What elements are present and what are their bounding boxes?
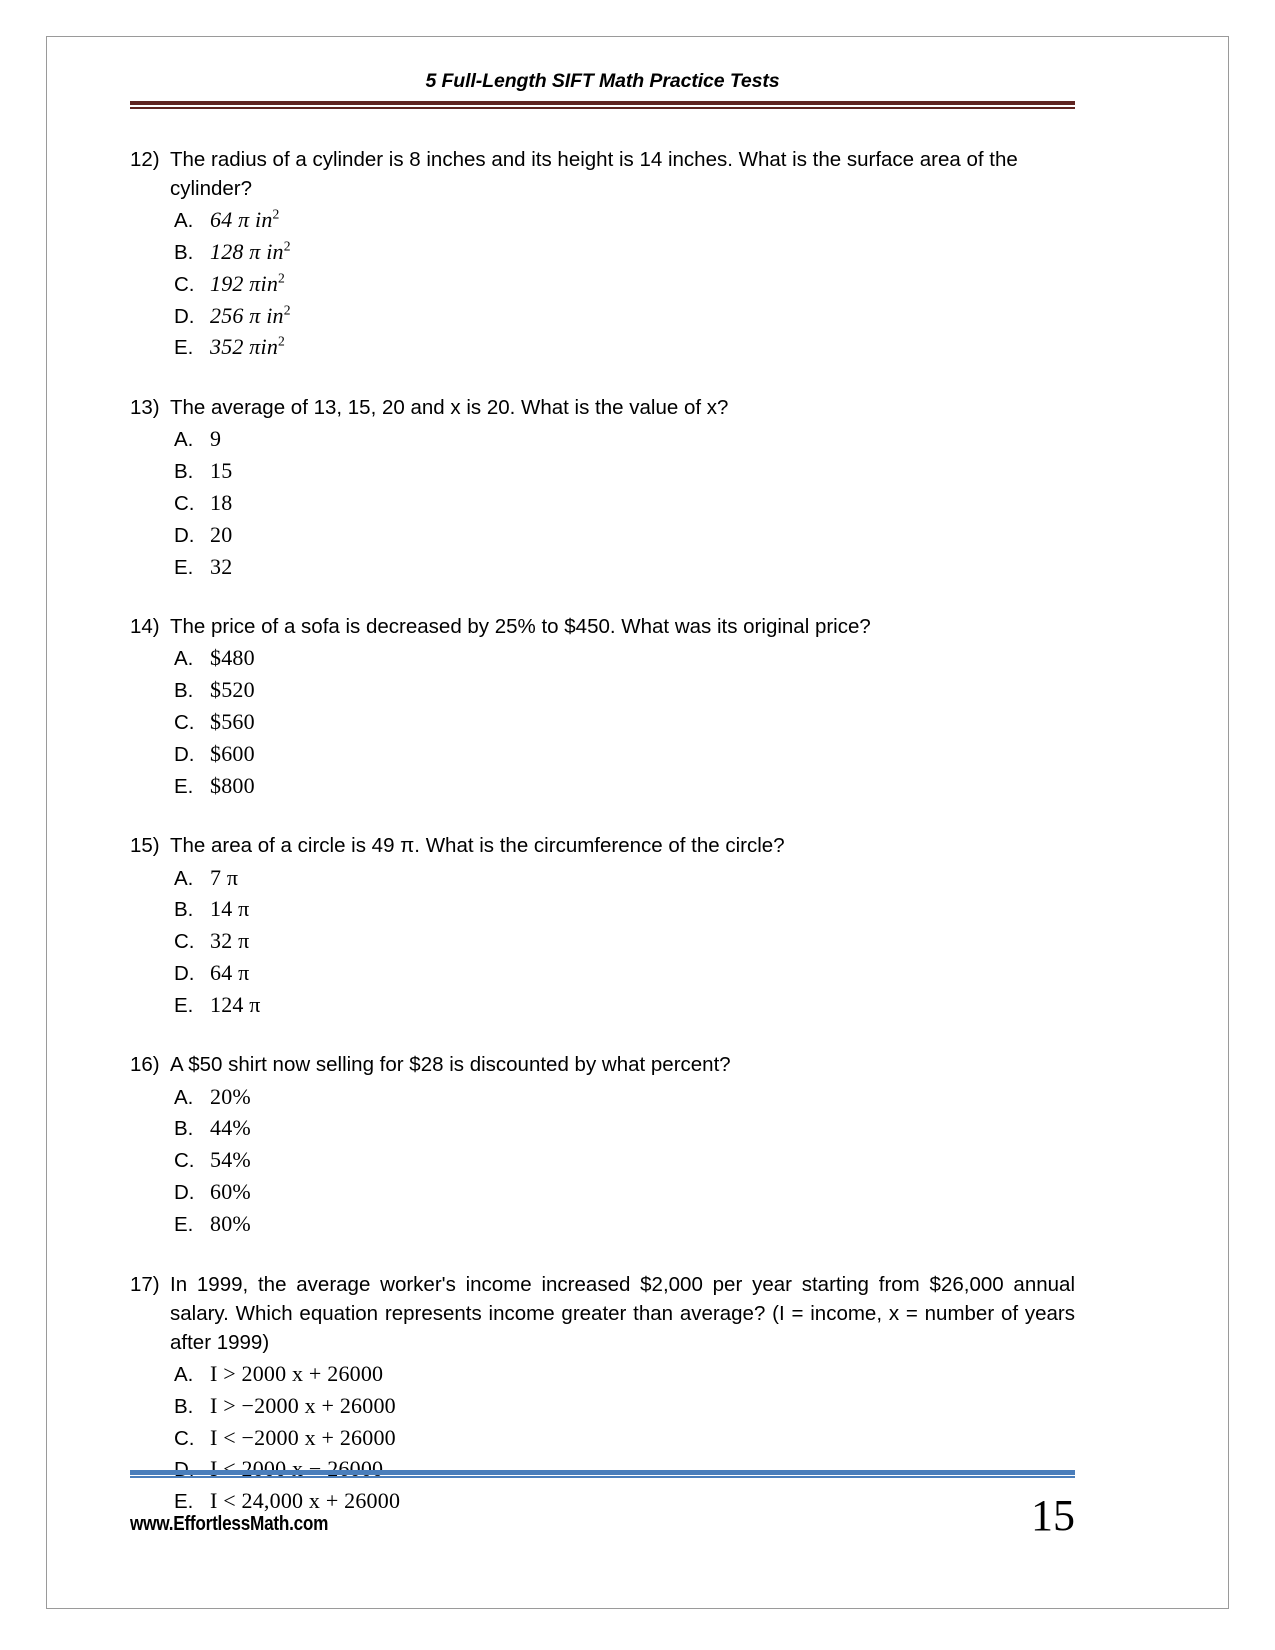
choice-d[interactable]	[174, 739, 1075, 770]
question-stem	[130, 1050, 1075, 1079]
choice-label: B.	[174, 1394, 194, 1418]
header-rule	[130, 101, 1075, 109]
choice-label: B.	[174, 1117, 194, 1141]
choice-a[interactable]	[174, 1359, 1075, 1390]
choice-label: A.	[174, 428, 194, 452]
choice-value: 7 π	[210, 864, 239, 890]
choice-b[interactable]	[174, 675, 1075, 706]
choice-label: A.	[174, 209, 194, 233]
choice-value: I > −2000 x + 26000	[210, 1392, 396, 1418]
choice-a[interactable]	[174, 1082, 1075, 1113]
page-footer	[130, 1470, 1075, 1540]
choice-value: 18	[210, 489, 233, 515]
choice-value: $600	[210, 740, 255, 766]
choice-value: 54%	[210, 1147, 251, 1173]
choice-value: 80%	[210, 1210, 251, 1236]
choice-label: D.	[174, 1180, 195, 1204]
question-text: In 1999, the average worker's income increased $2,000 per year starting from $26,000 annual salary. Which equation represents income greater than average? (I = income, x = number of years after 1999)	[170, 1272, 1075, 1354]
choice-value: I > 2000 x + 26000	[210, 1360, 384, 1386]
choice-label: E.	[174, 336, 194, 360]
question-stem	[130, 1270, 1075, 1357]
question-number: 15)	[130, 834, 160, 858]
answer-choices	[130, 643, 1075, 801]
choice-value: 192 πin	[210, 270, 279, 296]
choice-label: C.	[174, 711, 195, 734]
choice-value: 14 π	[210, 896, 250, 922]
question-text: A $50 shirt now selling for $28 is discounted by what percent?	[170, 1053, 731, 1077]
choice-value: 60%	[210, 1178, 251, 1204]
question-13	[130, 393, 1075, 582]
choice-label: D.	[174, 742, 195, 766]
choice-label: B.	[174, 241, 194, 265]
question-number: 14)	[130, 615, 160, 639]
question-text: The average of 13, 15, 20 and x is 20. What is the value of x?	[170, 396, 729, 420]
choice-value: 20	[210, 521, 233, 547]
choice-label: E.	[174, 993, 194, 1017]
choice-b[interactable]	[174, 1391, 1075, 1422]
choice-label: E.	[174, 1212, 194, 1236]
choice-label: D.	[174, 304, 195, 328]
choice-c[interactable]	[174, 707, 1075, 738]
choice-b[interactable]	[174, 894, 1075, 925]
footer-rule	[130, 1470, 1075, 1478]
question-number: 12)	[130, 148, 160, 171]
choice-value: 20%	[210, 1083, 251, 1109]
choice-d[interactable]	[174, 958, 1075, 989]
choice-a[interactable]	[174, 863, 1075, 894]
choice-exponent: 2	[283, 238, 291, 254]
choice-label: B.	[174, 679, 194, 703]
answer-choices	[130, 205, 1075, 363]
choice-d[interactable]	[174, 301, 1075, 332]
choice-b[interactable]	[174, 1113, 1075, 1144]
choice-exponent: 2	[283, 302, 291, 318]
running-header-title: 5 Full-Length SIFT Math Practice Tests	[425, 70, 780, 92]
choice-label: D.	[174, 1458, 195, 1482]
page-content	[130, 70, 1075, 1517]
choice-value: $800	[210, 772, 255, 798]
choice-c[interactable]	[174, 1423, 1075, 1454]
choice-value: $480	[210, 645, 255, 671]
question-stem	[130, 612, 1075, 641]
choice-c[interactable]	[174, 926, 1075, 957]
choice-label: E.	[174, 774, 194, 798]
choice-e[interactable]	[174, 552, 1075, 583]
choice-label: D.	[174, 523, 195, 547]
choice-label: E.	[174, 555, 194, 579]
choice-b[interactable]	[174, 237, 1075, 268]
question-12	[130, 145, 1075, 363]
choice-label: D.	[174, 961, 195, 985]
choice-value: 128 π in	[210, 239, 284, 265]
question-15	[130, 831, 1075, 1020]
choice-value: 64 π	[210, 959, 250, 985]
choice-label: B.	[174, 898, 194, 922]
choice-e[interactable]	[174, 990, 1075, 1021]
choice-label: A.	[174, 866, 194, 890]
choice-label: C.	[174, 930, 195, 954]
question-text: The price of a sofa is decreased by 25% to $450. What was its original price?	[170, 615, 871, 639]
choice-exponent: 2	[278, 334, 286, 350]
page-number: 15	[1031, 1491, 1075, 1540]
choice-e[interactable]	[174, 332, 1075, 363]
choice-value: 64 π in	[210, 207, 273, 233]
choice-label: C.	[174, 491, 195, 515]
choice-label: A.	[174, 647, 194, 671]
choice-c[interactable]	[174, 1145, 1075, 1176]
choice-a[interactable]	[174, 424, 1075, 455]
choice-exponent: 2	[278, 270, 286, 286]
choice-e[interactable]	[174, 771, 1075, 802]
choice-value: 15	[210, 458, 233, 484]
choice-value: I < 2000 x − 26000	[210, 1456, 384, 1482]
question-number: 16)	[130, 1053, 160, 1077]
choice-label: A.	[174, 1362, 194, 1386]
question-text: The area of a circle is 49 π. What is the circumference of the circle?	[170, 834, 785, 858]
choice-a[interactable]	[174, 643, 1075, 674]
choice-label: C.	[174, 1149, 195, 1173]
choice-label: C.	[174, 1426, 195, 1450]
choice-value: 32	[210, 553, 233, 579]
question-stem	[130, 393, 1075, 422]
choice-value: $560	[210, 709, 255, 734]
choice-value: 32 π	[210, 928, 250, 954]
answer-choices	[130, 1082, 1075, 1240]
question-number: 17)	[130, 1272, 160, 1296]
choice-label: A.	[174, 1085, 194, 1109]
choice-value: $520	[210, 677, 255, 703]
choice-c[interactable]	[174, 269, 1075, 300]
answer-choices	[130, 424, 1075, 582]
question-text: The radius of a cylinder is 8 inches and its height is 14 inches. What is the surface area of the cylinder?	[170, 148, 1018, 201]
choice-label: C.	[174, 272, 195, 296]
choice-d[interactable]	[174, 520, 1075, 551]
choice-c[interactable]	[174, 488, 1075, 519]
choice-value: I < −2000 x + 26000	[210, 1424, 396, 1450]
question-14	[130, 612, 1075, 801]
choice-value: I < 24,000 x + 26000	[210, 1488, 401, 1514]
choice-d[interactable]	[174, 1177, 1075, 1208]
choice-label: E.	[174, 1490, 194, 1514]
choice-e[interactable]	[174, 1209, 1075, 1240]
question-16	[130, 1050, 1075, 1239]
website-link[interactable]: www.EffortlessMath.com	[130, 1512, 329, 1535]
answer-choices	[130, 863, 1075, 1021]
choice-label: B.	[174, 460, 194, 484]
question-stem	[130, 145, 1075, 203]
choice-value: 124 π	[210, 991, 261, 1017]
choice-value: 352 πin	[210, 334, 279, 360]
choice-b[interactable]	[174, 456, 1075, 487]
choice-a[interactable]	[174, 205, 1075, 236]
choice-exponent: 2	[272, 206, 280, 222]
question-number: 13)	[130, 396, 160, 420]
choice-value: 9	[210, 426, 222, 452]
question-stem	[130, 831, 1075, 860]
choice-value: 256 π in	[210, 302, 284, 328]
choice-value: 44%	[210, 1115, 251, 1141]
